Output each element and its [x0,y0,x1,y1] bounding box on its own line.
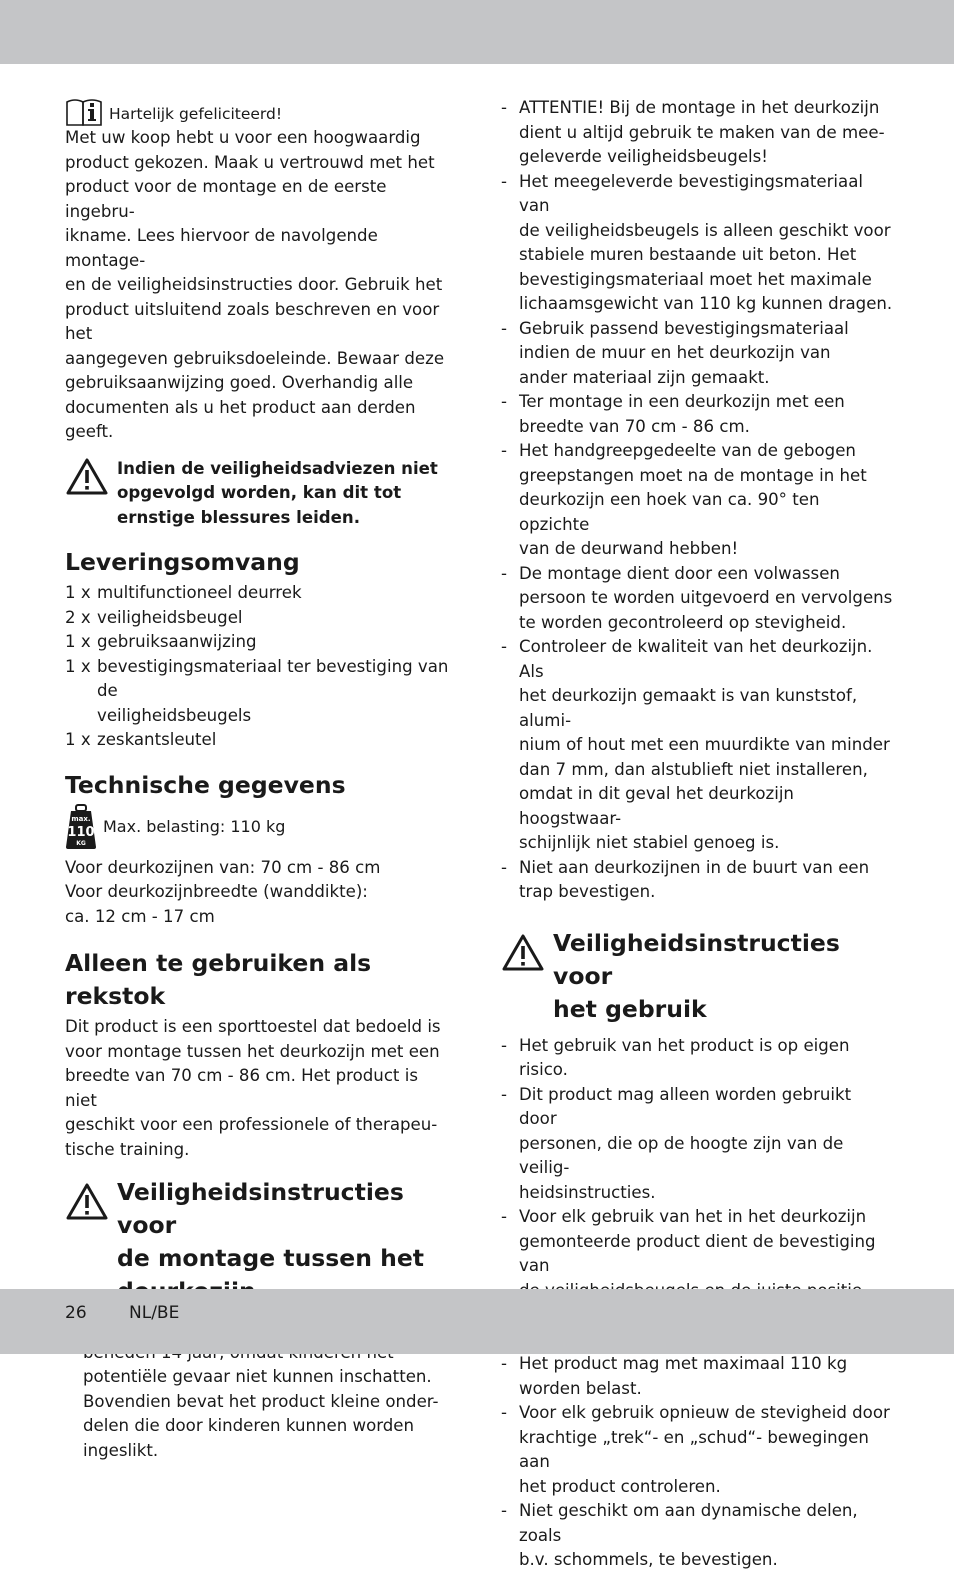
tech-line: ca. 12 cm - 17 cm [65,906,215,926]
item-line: dan 7 mm, dan alstublieft niet installeren, [519,759,868,779]
item-line: - Voor elk gebruik van het in het deurkozijn [519,1207,867,1226]
use-safety-heading [501,927,893,1026]
item-line: - Niet geschikt om aan dynamische delen, zoals [519,1501,858,1545]
warning-line: Indien de veiligheidsadviezen niet [117,458,438,478]
weight-icon-label: max. [71,814,91,823]
mount-safety-list-right [501,96,893,905]
intro-line: Met uw koop hebt u voor een hoogwaardig [65,128,421,147]
mount-title-line: de montage tussen het [117,1244,425,1272]
info-book-icon [65,96,103,126]
item-line: dient u altijd gebruik te maken van de mee- [519,122,885,142]
list-item [501,1352,893,1401]
list-item [65,630,455,655]
item-line: b.v. schommels, te bevestigen. [519,1550,778,1569]
list-item [501,1499,893,1573]
list-item [501,390,893,439]
intro-text [65,126,455,445]
item-line: krachtige „trek“- en „schud“- bewegingen aan [519,1427,869,1471]
item-line: stabiele muren bestaande uit beton. Het [519,245,857,264]
usage-line: breedte van 70 cm - 86 cm. Het product is niet [65,1066,418,1110]
weight-110kg-icon [65,804,97,850]
general-warning-text [117,457,438,531]
language-code: NL/BE [129,1303,180,1323]
item-line: omdat in dit geval het deurkozijn hoogstwaar- [519,784,794,828]
item-line: bevestigingsmateriaal moet het maximale [519,269,872,289]
warning-triangle-icon [501,933,545,973]
item-text: gebruiksaanwijzing [97,632,257,651]
intro-line: ikname. Lees hiervoor de navolgende montage- [65,226,378,270]
item-line: de veiligheidsbeugels is alleen geschikt voor [519,220,891,240]
item-line: - Het gebruik van het product is op eigen risico. [519,1035,850,1079]
item-line: - Het product mag met maximaal 110 kg [519,1354,848,1373]
usage-line: geschikt voor een professionele of therapeu- [65,1115,438,1134]
tech-title: Technische gegevens [65,770,346,799]
usage-text [65,1015,455,1162]
general-warning [65,457,455,531]
item-line: worden belast. [519,1378,642,1398]
item-line: breedte van 70 cm - 86 cm. [519,416,750,436]
item-line: het product controleren. [519,1476,721,1496]
item-line: Bovendien bevat het product kleine onder- [83,1391,439,1411]
item-line: te worden gecontroleerd op stevigheid. [519,612,847,632]
item-line: - ATTENTIE! Bij de montage in het deurkozijn [519,98,880,117]
item-line: indien de muur en het deurkozijn van [519,343,831,362]
intro-section [65,96,455,445]
page-number: 26 [65,1303,87,1323]
item-text: multifunctioneel deurrek [97,583,302,602]
list-item [501,1083,893,1206]
item-quantity: 2 x [65,607,91,627]
item-line: trap bevestigen. [519,882,656,901]
item-text: bevestigingsmateriaal ter bevestiging van de [97,656,449,700]
intro-line: documenten als u het product aan derden geeft. [65,397,416,441]
item-line: nium of hout met een muurdikte van minder [519,735,890,754]
item-line: deurkozijn een hoek van ca. 90° ten opzichte [519,490,820,534]
item-line: lichaamsgewicht van 110 kg kunnen dragen. [519,294,893,313]
item-quantity: 1 x [65,656,91,676]
list-item [65,606,455,631]
item-line: - Voor elk gebruik opnieuw de stevigheid door [519,1403,890,1422]
scope-list [65,581,455,753]
list-item [501,170,893,317]
item-line: geleverde veiligheidsbeugels! [519,147,768,166]
intro-line: aangegeven gebruiksdoeleinde. Bewaar deze [65,348,445,368]
usage-title-line: Alleen te gebruiken als [65,949,372,977]
item-line: ander materiaal zijn gemaakt. [519,367,770,387]
item-line: - De montage dient door een volwassen [519,563,840,583]
item-text: veiligheidsbeugels [97,705,252,725]
item-line: persoon te worden uitgevoerd en vervolgens [519,588,893,607]
list-item [501,1401,893,1499]
list-item [501,635,893,856]
usage-title-line: rekstok [65,982,166,1010]
list-item [501,439,893,562]
intro-line: en de veiligheidsinstructies door. Gebruik het [65,275,443,294]
item-line: gemonteerde product dient de bevestiging van [519,1231,876,1275]
tech-line: Voor deurkozijnbreedte (wanddikte): [65,882,368,901]
item-line: - Niet aan deurkozijnen in de buurt van een [519,857,870,877]
left-column [65,96,455,1463]
weight-icon-unit: KG [76,839,86,847]
item-text: veiligheidsbeugel [97,607,243,627]
item-quantity: 1 x [65,632,91,651]
usage-line: voor montage tussen het deurkozijn met een [65,1041,440,1061]
item-line: ingeslikt. [83,1440,159,1460]
item-line: - Ter montage in een deurkozijn met een [519,392,845,411]
intro-heading: Hartelijk gefeliciteerd! [109,105,283,123]
use-safety-title [553,927,893,1026]
item-line: - potentiële gevaar niet kunnen inschatten. [83,1367,432,1386]
list-item [501,856,893,905]
warning-triangle-icon [65,1182,109,1222]
list-item [65,655,455,729]
item-line: heidsinstructies. [519,1182,656,1202]
intro-line: product gekozen. Maak u vertrouwd met het [65,152,435,172]
item-line: delen die door kinderen kunnen worden [83,1416,415,1435]
warning-triangle-icon [65,457,109,497]
tech-line: Voor deurkozijnen van: 70 cm - 86 cm [65,857,381,877]
item-line: greepstangen moet na de montage in het [519,465,867,485]
item-line: schijnlijk niet stabiel genoeg is. [519,833,780,852]
list-item [65,581,455,606]
intro-line: gebruiksaanwijzing goed. Overhandig alle [65,373,414,392]
item-quantity: 1 x [65,730,91,749]
mount-title-line: Veiligheidsinstructies voor [117,1178,404,1239]
usage-line: tische training. [65,1139,190,1159]
item-line: - Het handgreepgedeelte van de gebogen [519,441,856,460]
item-line: - Controleer de kwaliteit van het deurkozijn. Als [519,637,873,681]
usage-title [65,947,455,1013]
item-line: het deurkozijn gemaakt is van kunststof, alumi- [519,686,858,730]
list-item [501,562,893,636]
intro-line: product uitsluitend zoals beschreven en voor het [65,299,440,343]
scope-title: Leveringsomvang [65,548,300,576]
max-load-row [65,804,455,850]
use-title-line: Veiligheidsinstructies voor [553,928,840,990]
usage-line: Dit product is een sporttoestel dat bedoeld is [65,1017,441,1036]
item-line: personen, die op de hoogte zijn van de veilig- [519,1133,844,1177]
header-bar [0,0,954,64]
item-text: zeskantsleutel [97,730,217,749]
use-title-line: het gebruik [553,994,707,1023]
warning-line: opgevolgd worden, kan dit tot [117,483,402,502]
list-item [501,317,893,391]
intro-line: product voor de montage en de eerste ingebru- [65,177,387,221]
intro-heading-row [65,96,455,126]
list-item [501,96,893,170]
weight-icon-number: 110 [67,824,95,840]
item-line: - Het meegeleverde bevestigingsmateriaal van [519,171,863,215]
item-line: - Gebruik passend bevestigingsmateriaal [519,318,849,338]
item-line: van de deurwand hebben! [519,539,739,558]
item-quantity: 1 x [65,583,91,602]
list-item [65,728,455,753]
list-item [501,1034,893,1083]
item-line: - Dit product mag alleen worden gebruikt door [519,1084,852,1128]
warning-line: ernstige blessures leiden. [117,507,361,527]
max-load-text: Max. belasting: 110 kg [103,817,286,836]
